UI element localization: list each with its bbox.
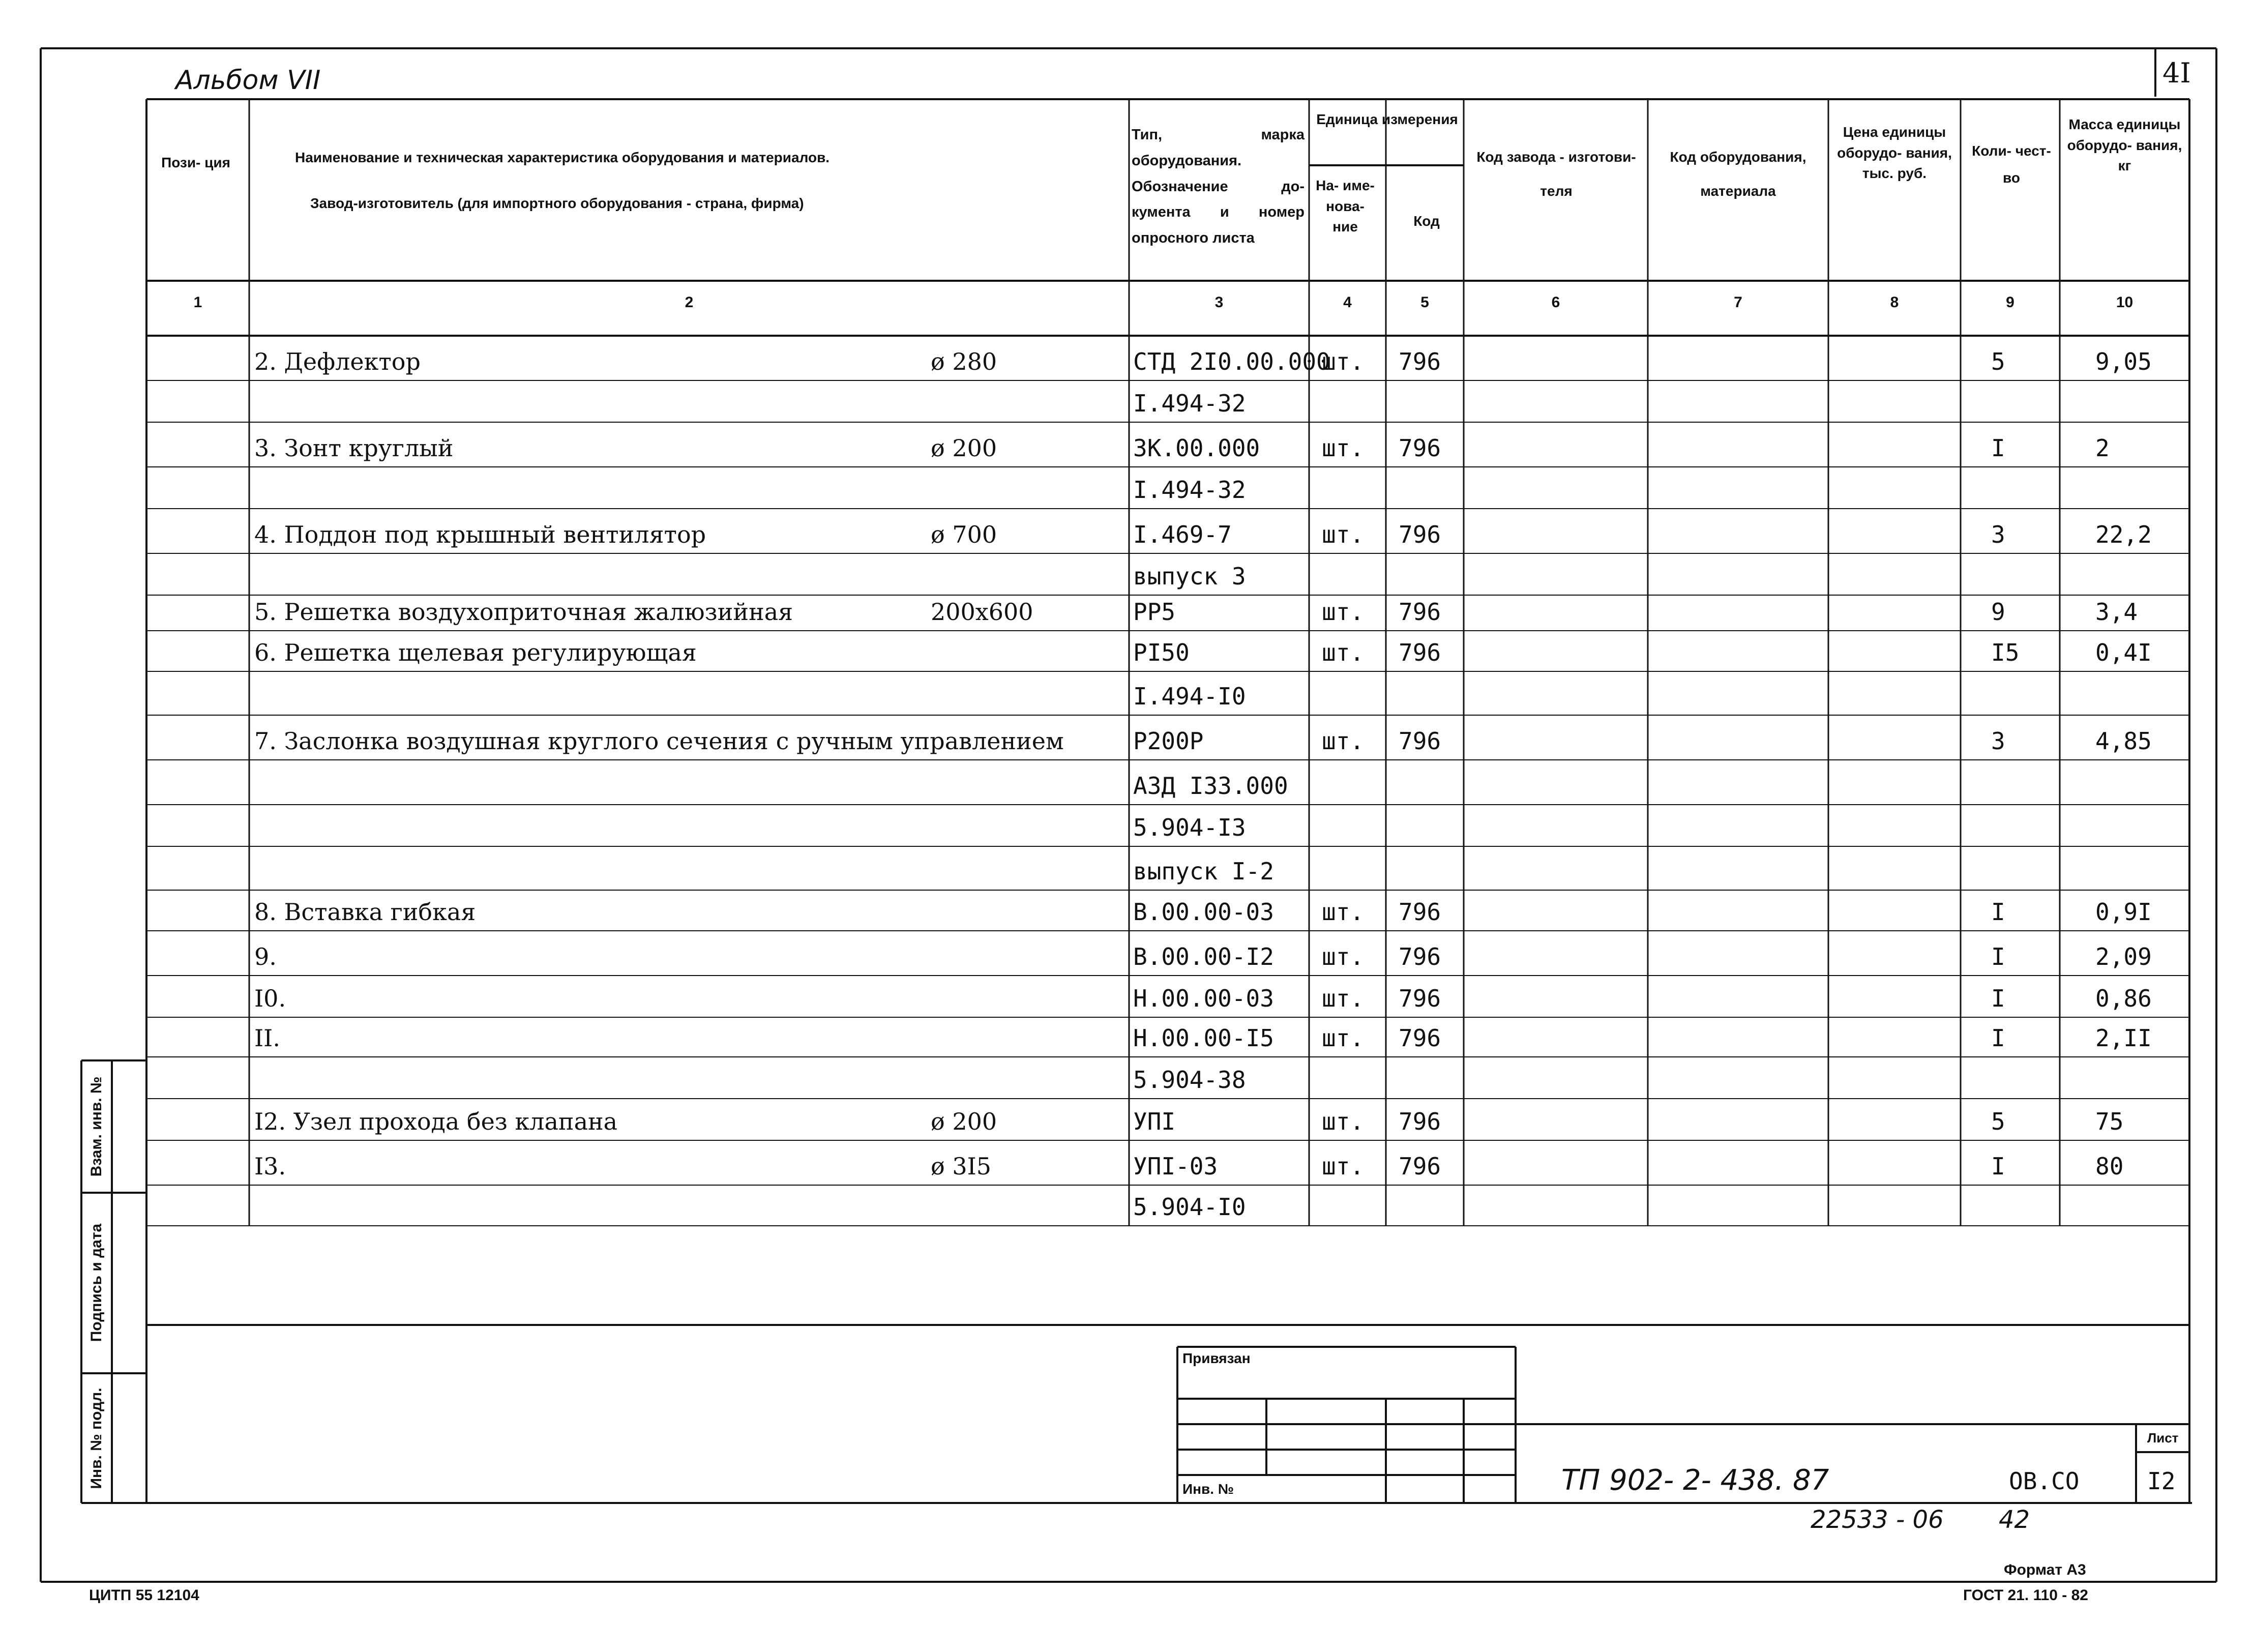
header-unit-code: Код xyxy=(1413,213,1440,229)
row-type-mark: I.494-32 xyxy=(1133,476,1246,504)
row-dimension: ø 200 xyxy=(931,434,997,462)
row-mass: 0,4I xyxy=(2095,639,2152,666)
row-dimension: 200х600 xyxy=(931,598,1033,626)
row-unit: шт. xyxy=(1322,598,1365,626)
header-price: Цена единицы оборудо- вания, тыс. руб. xyxy=(1837,124,1952,182)
handwritten-page: 42 xyxy=(1999,1506,2030,1534)
column-number: 9 xyxy=(2006,294,2014,311)
row-quantity: 5 xyxy=(1991,348,2005,375)
row-unit-code: 796 xyxy=(1399,1024,1441,1052)
corner-page-number: 4I xyxy=(2162,57,2191,89)
header-type: Тип, марка оборудования. Обозначение до- кумента и номер опросного листа xyxy=(1132,127,1305,246)
row-quantity: 9 xyxy=(1991,598,2005,626)
row-type-mark: УПI-03 xyxy=(1133,1153,1218,1180)
row-unit-code: 796 xyxy=(1399,639,1441,666)
row-unit: шт. xyxy=(1322,985,1365,1012)
row-type-mark: выпуск 3 xyxy=(1133,563,1246,590)
row-unit: шт. xyxy=(1322,1153,1365,1180)
column-number: 6 xyxy=(1551,294,1560,311)
row-type-mark: PP5 xyxy=(1133,598,1176,626)
row-type-mark: I.494-I0 xyxy=(1133,683,1246,710)
row-mass: 0,9I xyxy=(2095,898,2152,926)
row-type-mark: P200P xyxy=(1133,727,1204,755)
row-quantity: I xyxy=(1991,434,2005,462)
row-type-mark: СТД 2I0.00.000 xyxy=(1133,348,1330,375)
row-quantity: I xyxy=(1991,898,2005,926)
row-type-mark: выпуск I-2 xyxy=(1133,858,1274,885)
row-mass: 2,II xyxy=(2095,1024,2152,1052)
row-mass: 22,2 xyxy=(2095,521,2152,548)
row-unit: шт. xyxy=(1322,348,1365,375)
row-quantity: I xyxy=(1991,1153,2005,1180)
row-type-mark: 5.904-I3 xyxy=(1133,814,1246,841)
row-unit-code: 796 xyxy=(1399,898,1441,926)
row-type-mark: В.00.00-I2 xyxy=(1133,943,1274,970)
row-type-mark: Н.00.00-I5 xyxy=(1133,1024,1274,1052)
row-mass: 2,09 xyxy=(2095,943,2152,970)
row-type-mark: 5.904-38 xyxy=(1133,1066,1246,1094)
row-unit: шт. xyxy=(1322,1024,1365,1052)
row-quantity: I xyxy=(1991,1024,2005,1052)
row-type-mark: УПI xyxy=(1133,1108,1176,1135)
row-unit-code: 796 xyxy=(1399,943,1441,970)
row-quantity: I xyxy=(1991,943,2005,970)
row-name: 2. Дефлектор xyxy=(254,348,421,375)
stamp-privyazan: Привязан xyxy=(1182,1350,1251,1366)
row-dimension: ø 200 xyxy=(931,1108,997,1135)
row-type-mark: В.00.00-03 xyxy=(1133,898,1274,926)
footer-gost: ГОСТ 21. 110 - 82 xyxy=(1963,1587,2088,1604)
row-unit-code: 796 xyxy=(1399,521,1441,548)
row-type-mark: Н.00.00-03 xyxy=(1133,985,1274,1012)
row-unit: шт. xyxy=(1322,943,1365,970)
header-name-line1: Наименование и техническая характеристика оборудования и материалов. xyxy=(295,150,830,165)
stamp-sheet-code: ОВ.СО xyxy=(2009,1467,2080,1495)
stamp-sheet-label: Лист xyxy=(2147,1430,2179,1446)
row-name: I0. xyxy=(254,985,286,1012)
row-unit-code: 796 xyxy=(1399,434,1441,462)
header-name-line2: Завод-изготовитель (для импортного оборудования - страна, фирма) xyxy=(310,195,804,211)
stamp-inv-no: Инв. № xyxy=(1182,1481,1234,1497)
row-type-mark: 5.904-I0 xyxy=(1133,1193,1246,1221)
column-number: 8 xyxy=(1890,294,1899,311)
side-label-inv-original: Инв. № подл. xyxy=(88,1388,105,1489)
row-name: 3. Зонт круглый xyxy=(254,434,454,462)
header-factory-code: Код завода - изготови- теля xyxy=(1476,149,1636,199)
row-type-mark: PI50 xyxy=(1133,639,1190,666)
row-name: 8. Вставка гибкая xyxy=(254,898,476,926)
row-dimension: ø 3I5 xyxy=(931,1153,992,1180)
row-unit-code: 796 xyxy=(1399,1153,1441,1180)
row-mass: 80 xyxy=(2095,1153,2124,1180)
row-name: 4. Поддон под крышный вентилятор xyxy=(254,521,706,548)
row-type-mark: I.494-32 xyxy=(1133,390,1246,417)
row-unit: шт. xyxy=(1322,521,1365,548)
row-mass: 2 xyxy=(2095,434,2110,462)
header-unit: Единица измерения xyxy=(1316,111,1458,127)
footer-format: Формат А3 xyxy=(2004,1561,2086,1578)
header-quantity: Коли- чест- во xyxy=(1972,143,2051,186)
row-name: II. xyxy=(254,1024,280,1052)
row-type-mark: АЗД I33.000 xyxy=(1133,772,1288,800)
side-label-signature-date: Подпись и дата xyxy=(88,1223,105,1342)
column-number: 10 xyxy=(2116,294,2134,311)
row-unit: шт. xyxy=(1322,434,1365,462)
row-quantity: 5 xyxy=(1991,1108,2005,1135)
row-unit-code: 796 xyxy=(1399,598,1441,626)
row-name: 6. Решетка щелевая регулирующая xyxy=(254,639,697,666)
row-quantity: I5 xyxy=(1991,639,2020,666)
row-dimension: ø 280 xyxy=(931,348,997,375)
column-number: 1 xyxy=(193,294,202,311)
footer-left-code: ЦИТП 55 12104 xyxy=(89,1587,199,1604)
row-unit-code: 796 xyxy=(1399,727,1441,755)
column-number: 4 xyxy=(1343,294,1352,311)
column-number: 3 xyxy=(1214,294,1224,311)
row-mass: 3,4 xyxy=(2095,598,2138,626)
row-dimension: ø 700 xyxy=(931,521,997,548)
stamp-sheet-number: I2 xyxy=(2147,1467,2176,1495)
row-unit: шт. xyxy=(1322,727,1365,755)
row-mass: 75 xyxy=(2095,1108,2124,1135)
row-name: I2. Узел прохода без клапана xyxy=(254,1108,618,1135)
column-number: 7 xyxy=(1734,294,1742,311)
row-type-mark: I.469-7 xyxy=(1133,521,1232,548)
row-mass: 0,86 xyxy=(2095,985,2152,1012)
row-unit: шт. xyxy=(1322,898,1365,926)
row-mass: 9,05 xyxy=(2095,348,2152,375)
row-type-mark: ЗК.00.000 xyxy=(1133,434,1260,462)
row-name: 5. Решетка воздухоприточная жалюзийная xyxy=(254,598,793,626)
column-number: 5 xyxy=(1420,294,1429,311)
row-quantity: I xyxy=(1991,985,2005,1012)
row-name: I3. xyxy=(254,1153,286,1180)
side-label-replace-inv: Взам. инв. № xyxy=(88,1076,105,1177)
row-quantity: 3 xyxy=(1991,521,2005,548)
header-mass: Масса единицы оборудо- вания, кг xyxy=(2067,116,2182,174)
header-unit-name: На- име- нова- ние xyxy=(1316,178,1375,235)
row-unit: шт. xyxy=(1322,1108,1365,1135)
stamp-designation: ТП 902- 2- 438. 87 xyxy=(1561,1464,1829,1497)
row-unit: шт. xyxy=(1322,639,1365,666)
row-name: 7. Заслонка воздушная круглого сечения с ручным управлением xyxy=(254,727,1064,755)
column-number: 2 xyxy=(685,294,694,311)
header-position: Пози- ция xyxy=(161,155,230,170)
album-label: Альбом VII xyxy=(175,65,321,96)
row-quantity: 3 xyxy=(1991,727,2005,755)
row-unit-code: 796 xyxy=(1399,348,1441,375)
row-mass: 4,85 xyxy=(2095,727,2152,755)
handwritten-number: 22533 - 06 xyxy=(1811,1506,1944,1534)
row-name: 9. xyxy=(254,943,277,970)
row-unit-code: 796 xyxy=(1399,985,1441,1012)
row-unit-code: 796 xyxy=(1399,1108,1441,1135)
header-equipment-code: Код оборудования, материала xyxy=(1670,149,1806,199)
